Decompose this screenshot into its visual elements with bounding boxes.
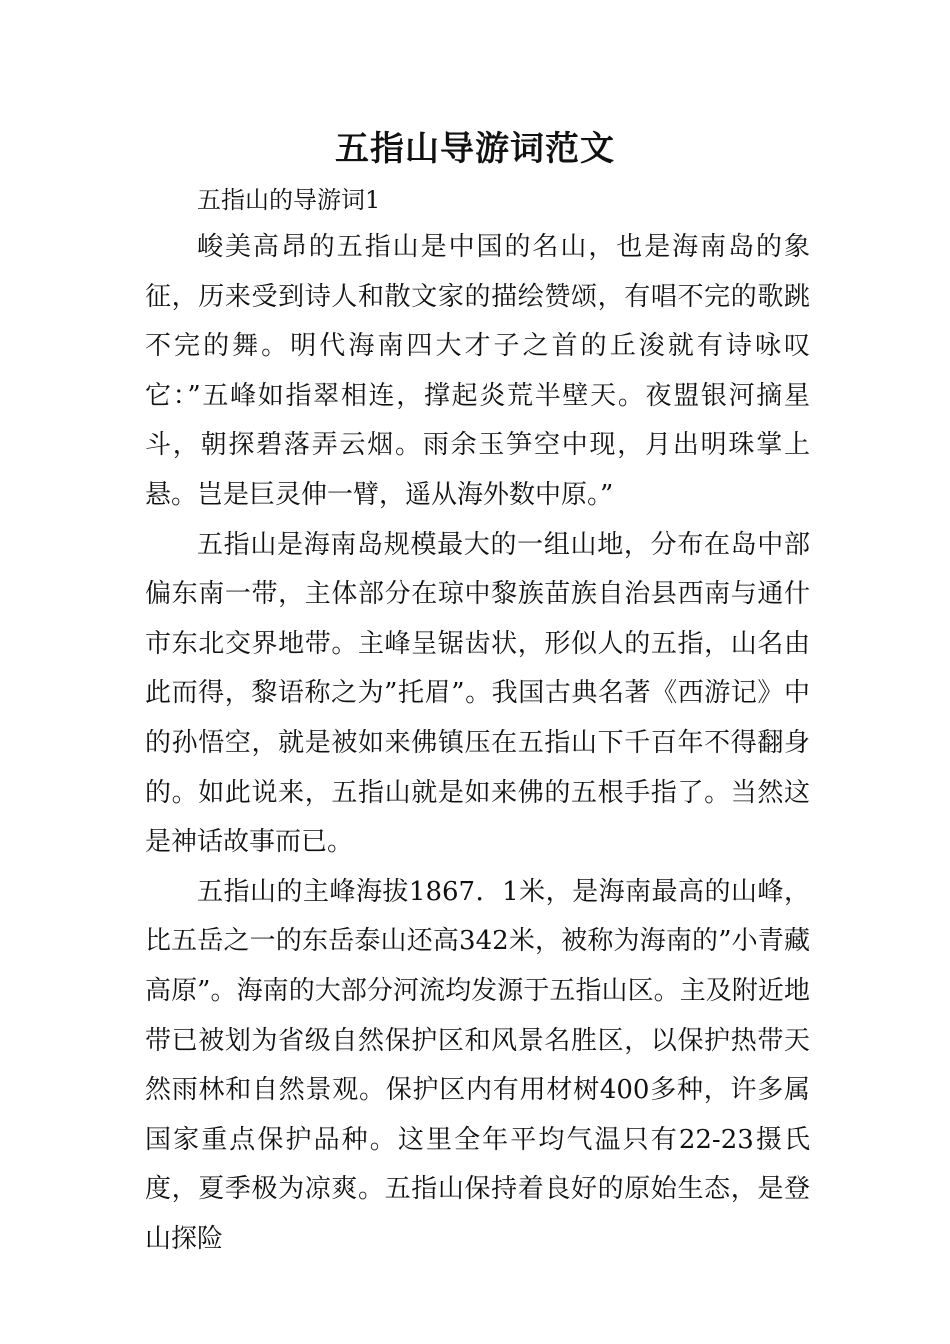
paragraph-2: 五指山是海南岛规模最大的一组山地，分布在岛中部偏东南一带，主体部分在琼中黎族苗族自治县西南与通什市东北交界地带。主峰呈锯齿状，形似人的五指，山名由此而得，黎语称之为”托眉”。我国古典名著《西游记》中的孙悟空，就是被如来佛镇压在五指山下千百年不得翻身的。如此说来，五指山就是如来佛的五根手指了。当然这是神话故事而已。 [145, 529, 810, 858]
paragraph-1: 峻美高昂的五指山是中国的名山，也是海南岛的象征，历来受到诗人和散文家的描绘赞颂，有唱不完的歌跳不完的舞。明代海南四大才子之首的丘浚就有诗咏叹它：”五峰如指翠相连，撑起炎荒半壁天。夜盟银河摘星斗，朝探碧落弄云烟。雨余玉笋空中现，月出明珠掌上悬。岂是巨灵伸一臂，遥从海外数中原。” [145, 232, 810, 510]
document-title: 五指山导游词范文 [335, 129, 615, 169]
paragraph-3: 五指山的主峰海拔1867．1米，是海南最高的山峰，比五岳之一的东岳泰山还高342米，被称为海南的”小青藏高原”。海南的大部分河流均发源于五指山区。主及附近地带已被划为省级自然保护区和风景名胜区，以保护热带天然雨林和自然景观。保护区内有用材树400多种，许多属国家重点保护品种。这里全年平均气温只有22-23摄氏度，夏季极为凉爽。五指山保持着良好的原始生态，是登山探险 [145, 876, 810, 1254]
document-body [145, 223, 810, 1264]
section-heading: 五指山的导游词1 [197, 186, 381, 214]
